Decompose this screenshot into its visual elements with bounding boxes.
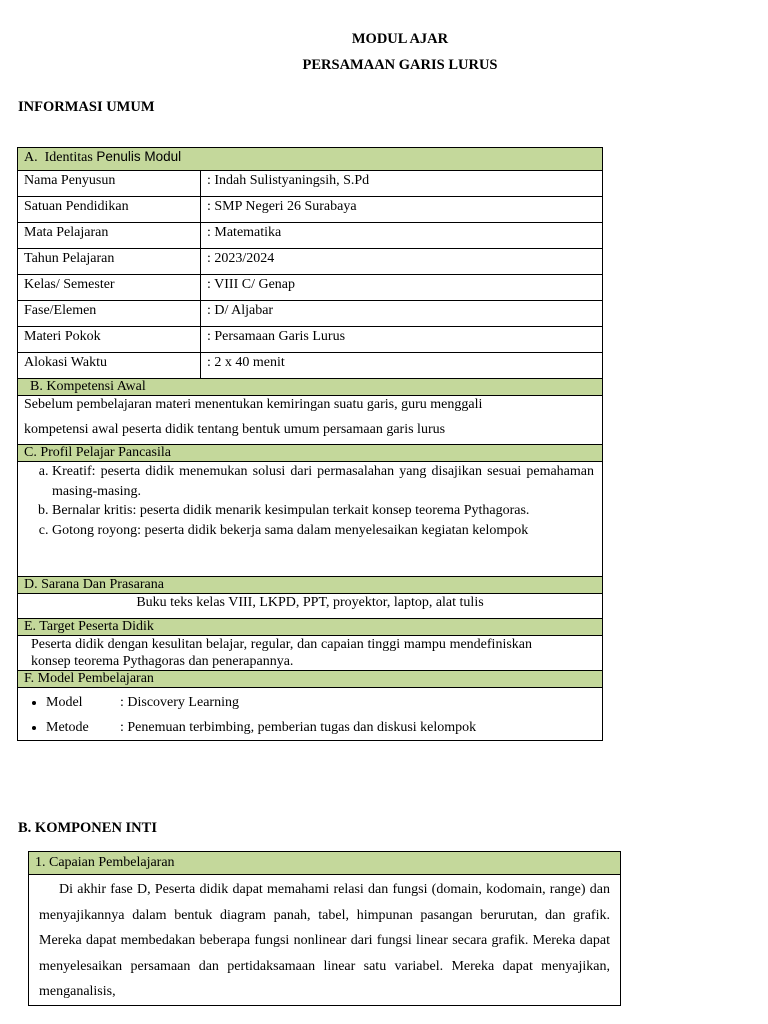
profil-content [18,462,603,577]
capaian-text: Di akhir fase D, Peserta didik dapat memahami relasi dan fungsi (domain, kodomain, range) dan menyajikannya dalam bentuk diagram panah, tabel, himpunan pasangan berurutan, dan grafik. Mereka dapat membedakan beberapa fungsi nonlinear dari fungsi linear secara grafik. Mereka dapat menyelesaikan persamaan dan pertidaksamaan linear satu variabel. Mereka dapat menyajikan, menganalisis, [39,882,610,999]
row-label: Mata Pelajaran [18,223,201,249]
list-item [46,715,596,740]
row-value: : SMP Negeri 26 Surabaya [201,197,603,223]
table-row [18,171,603,197]
sarana-heading: D. Sarana Dan Prasarana [18,577,603,594]
row-label: Nama Penyusun [18,171,201,197]
row-value: : D/ Aljabar [201,301,603,327]
model-list [24,690,596,740]
list-item: c. Gotong royong: peserta didik bekerja sama dalam menyelesaikan kegiatan kelompok [52,521,602,541]
kompetensi-awal-heading: B. Kompetensi Awal [18,379,603,396]
list-item: b. Bernalar kritis: peserta didik menarik kesimpulan terkait konsep teorema Pythagoras. [52,501,602,521]
model-heading: F. Model Pembelajaran [18,671,603,688]
capaian-heading: 1. Capaian Pembelajaran [29,852,621,875]
row-value: : Persamaan Garis Lurus [201,327,603,353]
kompetensi-awal-line-2: kompetensi awal peserta didik tentang bentuk umum persamaan garis lurus [24,422,446,437]
document-subtitle: PERSAMAAN GARIS LURUS [302,57,498,73]
kompetensi-awal-content [18,396,603,445]
row-value: : 2023/2024 [201,249,603,275]
table-row [18,197,603,223]
target-heading: E. Target Peserta Didik [18,619,603,636]
identitas-heading [18,148,603,171]
row-value: : VIII C/ Genap [201,275,603,301]
section-heading-general: INFORMASI UMUM [18,99,155,115]
table-row [18,275,603,301]
model-value: : Discovery Learning [120,695,239,710]
document-title: MODUL AJAR [351,31,449,47]
list-item [46,690,596,715]
metode-value: : Penemuan terbimbing, pemberian tugas dan diskusi kelompok [120,720,477,735]
row-label: Tahun Pelajaran [18,249,201,275]
kompetensi-awal-line-1: Sebelum pembelajaran materi menentukan kemiringan suatu garis, guru menggali [24,397,483,412]
table-row [18,353,603,379]
table-row [18,249,603,275]
profil-heading: C. Profil Pelajar Pancasila [18,445,603,462]
profil-list [18,462,602,540]
model-label: Model [46,695,83,710]
metode-label: Metode [46,720,89,735]
capaian-content [29,875,621,1006]
row-label: Satuan Pendidikan [18,197,201,223]
capaian-table [28,851,621,1006]
row-value: : Matematika [201,223,603,249]
identitas-heading-prefix: A. Identitas [24,150,97,165]
identitas-heading-suffix: Penulis Modul [96,149,182,164]
row-label: Kelas/ Semester [18,275,201,301]
section-heading-core: B. KOMPONEN INTI [18,820,157,836]
row-label: Fase/Elemen [18,301,201,327]
table-row [18,223,603,249]
table-row [18,301,603,327]
target-text: Peserta didik dengan kesulitan belajar, regular, dan capaian tinggi mampu mendefiniskan konsep teorema Pythagoras dan penerapannya. [18,636,603,671]
general-info-table [17,147,603,741]
row-value: : 2 x 40 menit [201,353,603,379]
row-label: Alokasi Waktu [18,353,201,379]
model-content [18,688,603,741]
table-row [18,327,603,353]
row-label: Materi Pokok [18,327,201,353]
list-item: a. Kreatif: peserta didik menemukan solusi dari permasalahan yang disajikan sesuai pemahaman masing-masing. [52,462,602,501]
sarana-text: Buku teks kelas VIII, LKPD, PPT, proyektor, laptop, alat tulis [18,594,603,619]
row-value: : Indah Sulistyaningsih, S.Pd [201,171,603,197]
